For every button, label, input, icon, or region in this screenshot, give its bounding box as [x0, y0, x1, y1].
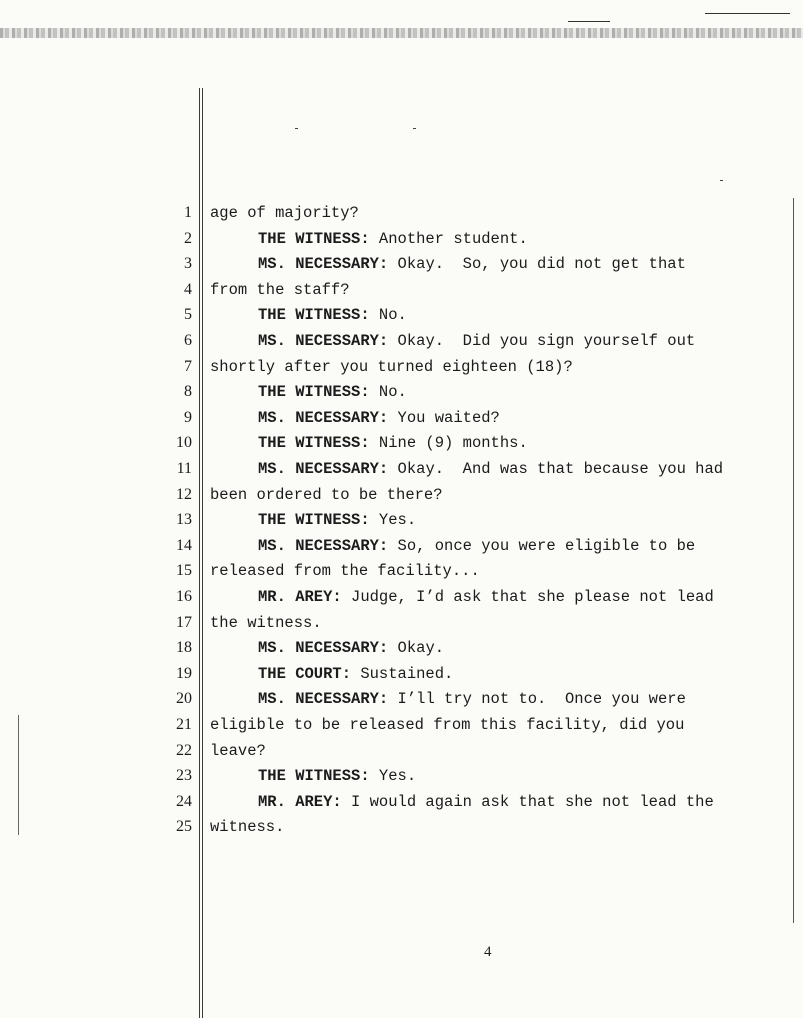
speech-text: No.	[369, 383, 407, 402]
speech-text: Okay. So, you did not get that	[388, 255, 686, 274]
speech-text: Judge, I’d ask that she please not lead	[341, 588, 714, 606]
transcript-line	[0, 405, 803, 431]
speaker-label: MS. NECESSARY:	[258, 332, 389, 350]
line-number: 8	[184, 383, 192, 401]
line-text	[210, 482, 443, 508]
transcript-line	[0, 430, 803, 456]
speaker-label: MS. NECESSARY:	[258, 690, 389, 709]
line-number: 2	[184, 229, 192, 247]
line-number: 21	[176, 716, 192, 733]
line-number: 5	[184, 306, 192, 324]
scan-rule-mark	[705, 13, 790, 14]
line-number: 16	[176, 588, 192, 605]
line-number: 15	[176, 562, 192, 580]
line-text	[258, 251, 686, 277]
line-text	[258, 686, 686, 712]
transcript-line	[0, 328, 803, 354]
transcript-line	[0, 302, 803, 328]
transcript-line	[0, 558, 803, 584]
speech-text: Yes.	[369, 767, 417, 786]
line-text	[258, 226, 528, 252]
speech-text: You waited?	[388, 408, 500, 427]
transcript-line	[0, 277, 803, 303]
speech-text: So, once you were eligible to be	[388, 536, 696, 555]
speech-text: leave?	[210, 741, 266, 760]
transcript-line	[0, 686, 803, 712]
speaker-label: MS. NECESSARY:	[258, 460, 389, 478]
transcript-line	[0, 456, 803, 482]
line-text	[258, 328, 695, 354]
page-number: 4	[484, 944, 492, 960]
line-text	[210, 814, 284, 840]
line-text	[210, 200, 359, 226]
speech-text: shortly after you turned eighteen (18)?	[210, 357, 573, 376]
speech-text: witness.	[210, 818, 285, 837]
speaker-label: MS. NECESSARY:	[258, 536, 389, 555]
line-number: 22	[176, 741, 192, 759]
speech-text: Nine (9) months.	[369, 434, 528, 453]
line-number: 12	[176, 485, 192, 503]
line-text	[258, 507, 416, 533]
line-number: 13	[176, 511, 192, 529]
transcript-line	[0, 635, 803, 661]
line-number: 6	[184, 332, 192, 349]
speech-text: the witness.	[210, 613, 322, 632]
speech-text: from the staff?	[210, 280, 350, 299]
transcript-line	[0, 661, 803, 687]
line-number: 10	[176, 434, 192, 452]
transcript-line	[0, 584, 803, 610]
speaker-label: MS. NECESSARY:	[258, 639, 389, 658]
speech-text: I’ll try not to. Once you were	[388, 690, 686, 709]
line-number: 25	[176, 818, 192, 836]
line-text	[258, 533, 695, 559]
line-number: 19	[176, 664, 192, 682]
speech-text: No.	[369, 306, 407, 325]
transcript-line	[0, 738, 803, 764]
line-text	[258, 405, 500, 431]
transcript-line	[0, 507, 803, 533]
line-text	[258, 430, 528, 456]
speech-text: been ordered to be there?	[210, 485, 443, 504]
line-text	[258, 584, 714, 610]
scan-speck	[413, 128, 416, 129]
line-number: 14	[176, 536, 192, 554]
transcript-line	[0, 814, 803, 840]
speech-text: released from the facility...	[210, 562, 480, 581]
speech-text: Okay. Did you sign yourself out	[388, 332, 696, 350]
speaker-label: THE WITNESS:	[258, 306, 370, 325]
line-number: 7	[184, 357, 192, 375]
speaker-label: MR. AREY:	[258, 588, 342, 606]
line-text	[210, 712, 684, 738]
line-text	[258, 379, 407, 405]
transcript-line	[0, 226, 803, 252]
transcript-line	[0, 379, 803, 405]
line-number: 1	[184, 204, 192, 221]
line-number: 11	[176, 460, 192, 477]
line-number: 4	[184, 280, 192, 298]
line-number: 18	[176, 639, 192, 657]
transcript-line	[0, 482, 803, 508]
scan-speck	[720, 180, 723, 181]
line-text	[258, 763, 416, 789]
line-text	[258, 302, 407, 328]
line-number: 17	[176, 613, 192, 631]
speech-text: Okay.	[388, 639, 445, 658]
speech-text: Yes.	[369, 511, 417, 530]
speaker-label: THE WITNESS:	[258, 434, 370, 453]
line-number: 23	[176, 767, 192, 785]
speaker-label: MS. NECESSARY:	[258, 255, 389, 274]
speaker-label: THE WITNESS:	[258, 767, 370, 786]
line-number: 3	[184, 255, 192, 273]
speaker-label: THE WITNESS:	[258, 229, 370, 248]
transcript-line	[0, 533, 803, 559]
line-text	[258, 456, 723, 482]
line-text	[258, 661, 453, 687]
line-text	[258, 635, 444, 661]
scan-rule-mark	[568, 21, 610, 22]
line-number: 9	[184, 408, 192, 426]
speech-text: age of majority?	[210, 204, 359, 222]
line-text	[210, 354, 573, 380]
transcript-line	[0, 789, 803, 815]
speech-text: I would again ask that she not lead the	[341, 792, 714, 811]
speech-text: eligible to be released from this facility, did you	[210, 716, 685, 734]
speaker-label: THE WITNESS:	[258, 511, 370, 530]
line-number: 20	[176, 690, 192, 708]
scan-top-edge	[0, 28, 803, 38]
transcript-line	[0, 763, 803, 789]
transcript-line	[0, 610, 803, 636]
transcript-line	[0, 712, 803, 738]
speech-text: Okay. And was that because you had	[388, 460, 724, 478]
transcript-line	[0, 251, 803, 277]
transcript-line	[0, 354, 803, 380]
line-text	[210, 738, 266, 764]
scan-speck	[295, 128, 298, 129]
transcript-line	[0, 200, 803, 226]
line-number: 24	[176, 792, 192, 810]
speech-text: Sustained.	[351, 664, 454, 683]
line-text	[210, 558, 480, 584]
line-text	[258, 789, 714, 815]
line-text	[210, 277, 350, 303]
speaker-label: MS. NECESSARY:	[258, 408, 389, 427]
speaker-label: MR. AREY:	[258, 792, 342, 811]
speaker-label: THE COURT:	[258, 664, 352, 683]
line-text	[210, 610, 322, 636]
speaker-label: THE WITNESS:	[258, 383, 370, 402]
speech-text: Another student.	[369, 229, 528, 248]
